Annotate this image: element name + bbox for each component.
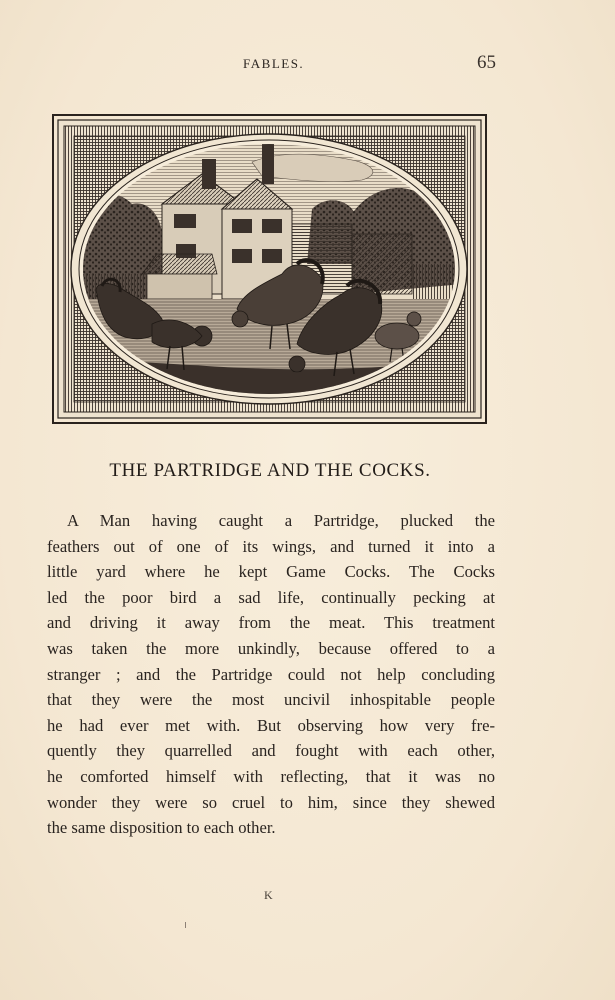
- ink-speck: [185, 922, 186, 928]
- text-line: the same disposition to each other.: [47, 818, 276, 838]
- text-line: he had ever met with. But observing how very fre-: [47, 715, 495, 735]
- page-number: 65: [477, 52, 496, 73]
- text-line: he comforted himself with reflecting, that it was no: [47, 766, 495, 786]
- text-line: wonder they were so cruel to him, since they shewed: [47, 792, 495, 812]
- fable-text: [47, 508, 495, 841]
- fable-title: THE PARTRIDGE AND THE COCKS.: [109, 460, 431, 481]
- text-line: led the poor bird a sad life, continually pecking at: [47, 587, 495, 607]
- text-line: A Man having caught a Partridge, plucked the: [67, 511, 495, 530]
- text-line: quently they quarrelled and fought with each other,: [47, 741, 495, 761]
- text-line: that they were the most uncivil inhospitable people: [47, 690, 495, 710]
- text-line: was taken the more unkindly, because offered to a: [47, 638, 495, 658]
- signature-mark: K: [264, 888, 273, 902]
- running-title: FABLES.: [243, 56, 305, 71]
- text-line: stranger ; and the Partridge could not help concluding: [47, 664, 495, 684]
- text-line: little yard where he kept Game Cocks. The Cocks: [47, 562, 495, 582]
- woodcut-engraving-icon: [52, 114, 487, 424]
- text-line: feathers out of one of its wings, and turned it into a: [47, 536, 495, 556]
- text-line: and driving it away from the meat. This treatment: [47, 613, 495, 633]
- woodcut-illustration: [52, 114, 487, 424]
